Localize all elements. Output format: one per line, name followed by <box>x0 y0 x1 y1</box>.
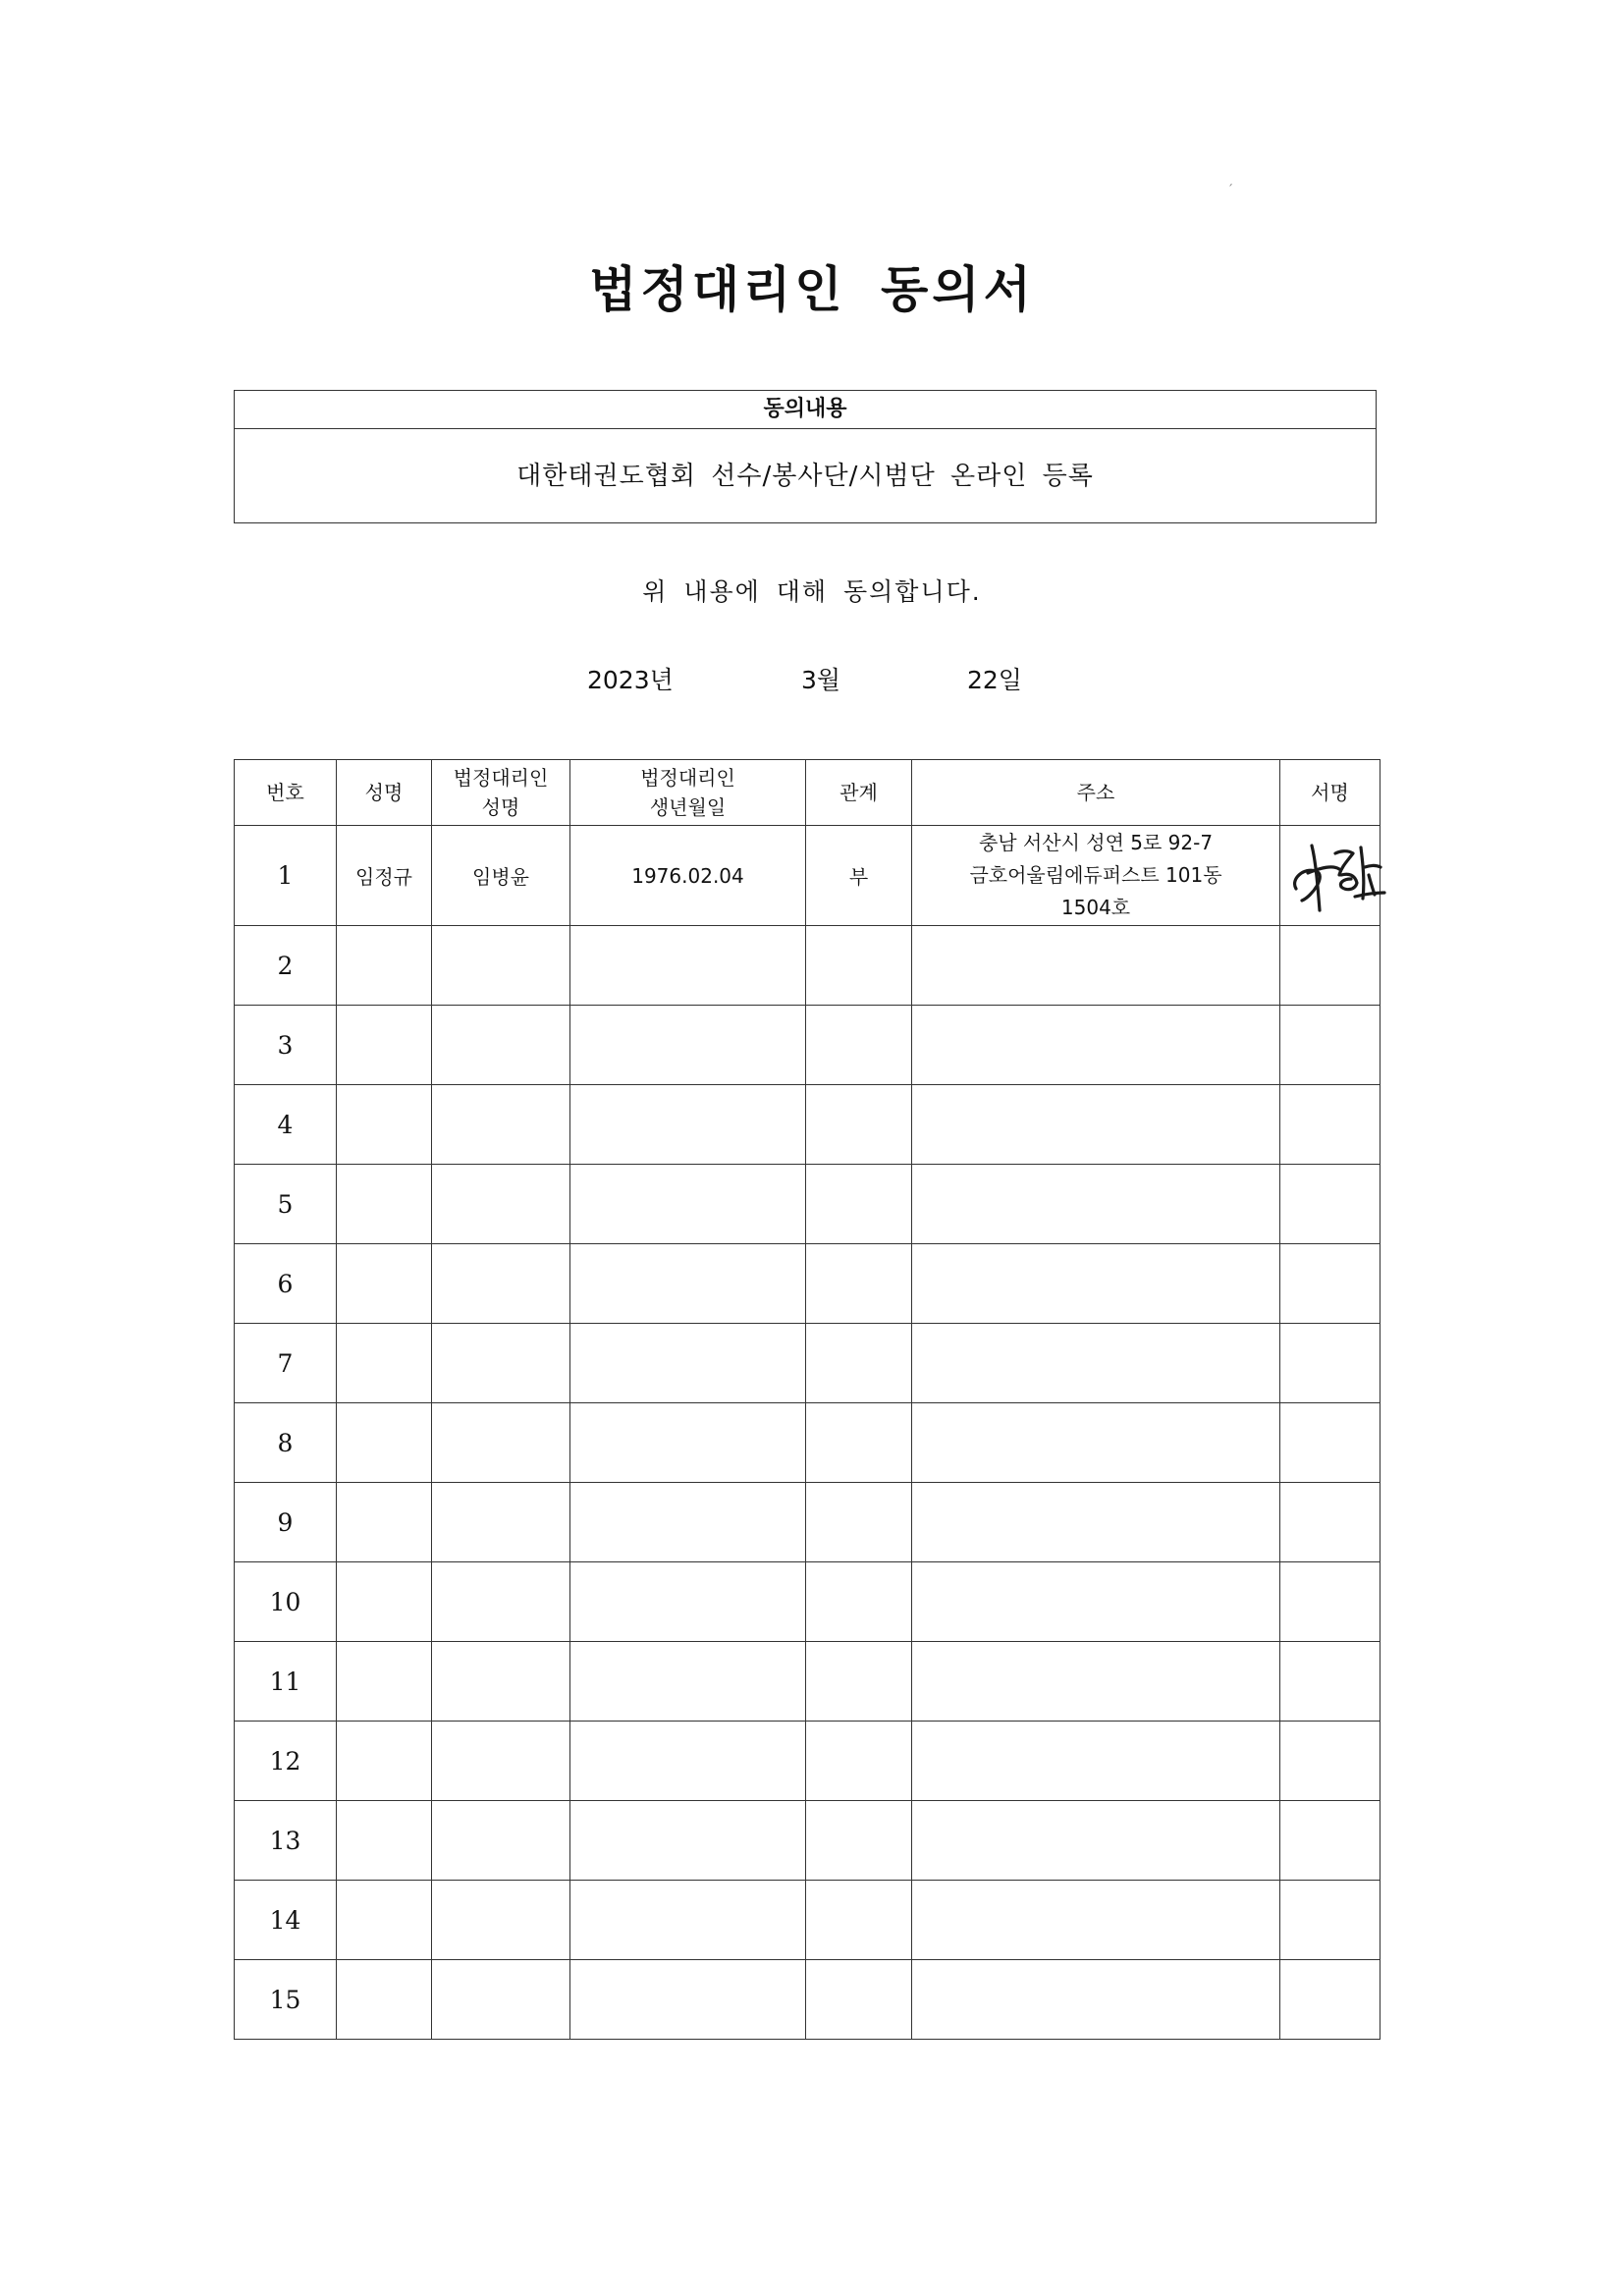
address <box>912 926 1280 1006</box>
player-name <box>337 1881 432 1960</box>
rep-name <box>432 1324 570 1403</box>
table-row <box>235 1085 1380 1165</box>
rep-name: 임병윤 <box>432 826 570 926</box>
relation <box>806 1960 912 2040</box>
player-name <box>337 1801 432 1881</box>
row-number: 5 <box>235 1165 337 1244</box>
rep-birthdate <box>570 1722 806 1801</box>
address-line2: 금호어울림에듀퍼스트 101동 <box>969 863 1222 887</box>
address <box>912 1642 1280 1722</box>
table-row <box>235 1801 1380 1881</box>
guardian-registry-table <box>234 759 1380 2040</box>
player-name <box>337 1483 432 1562</box>
row-number: 14 <box>235 1881 337 1960</box>
scan-speck: ˊ <box>1227 183 1233 196</box>
rep-birthdate <box>570 1403 806 1483</box>
player-name <box>337 1324 432 1403</box>
address <box>912 1483 1280 1562</box>
row-number: 1 <box>235 826 337 926</box>
relation <box>806 1562 912 1642</box>
signature-cell <box>1280 1801 1380 1881</box>
row-number: 8 <box>235 1403 337 1483</box>
rep-name <box>432 1085 570 1165</box>
rep-name <box>432 1881 570 1960</box>
signature-cell <box>1280 1642 1380 1722</box>
table-row <box>235 1562 1380 1642</box>
row-number: 13 <box>235 1801 337 1881</box>
table-row <box>235 1165 1380 1244</box>
rep-birthdate <box>570 1324 806 1403</box>
address-line1: 충남 서산시 성연 5로 92-7 <box>978 831 1214 854</box>
relation <box>806 926 912 1006</box>
address <box>912 1722 1280 1801</box>
header-relation: 관계 <box>806 760 912 826</box>
rep-name <box>432 1960 570 2040</box>
relation <box>806 1324 912 1403</box>
document-title: 법정대리인 동의서 <box>589 261 1035 318</box>
relation <box>806 1165 912 1244</box>
row-number: 2 <box>235 926 337 1006</box>
address <box>912 1006 1280 1085</box>
address-line3: 1504호 <box>1060 896 1131 919</box>
player-name <box>337 1960 432 2040</box>
row-number: 15 <box>235 1960 337 2040</box>
signature-cell <box>1280 826 1380 926</box>
address <box>912 1085 1280 1165</box>
player-name <box>337 1006 432 1085</box>
header-signature: 서명 <box>1280 760 1380 826</box>
table-row <box>235 1483 1380 1562</box>
relation <box>806 1881 912 1960</box>
signature-cell <box>1280 1244 1380 1324</box>
player-name <box>337 1642 432 1722</box>
table-row <box>235 1881 1380 1960</box>
relation <box>806 1801 912 1881</box>
relation <box>806 1483 912 1562</box>
player-name <box>337 1403 432 1483</box>
signature-cell <box>1280 1324 1380 1403</box>
handwritten-signature <box>1282 828 1390 921</box>
player-name <box>337 1244 432 1324</box>
date-year: 2023년 <box>587 666 674 694</box>
header-rep-birth <box>570 760 806 826</box>
table-row <box>235 1960 1380 2040</box>
relation: 부 <box>806 826 912 926</box>
row-number: 12 <box>235 1722 337 1801</box>
header-address: 주소 <box>912 760 1280 826</box>
table-row <box>235 826 1380 926</box>
address <box>912 1403 1280 1483</box>
header-number: 번호 <box>235 760 337 826</box>
address <box>912 1324 1280 1403</box>
address <box>912 1562 1280 1642</box>
rep-birthdate <box>570 1881 806 1960</box>
rep-name <box>432 1165 570 1244</box>
table-row <box>235 1006 1380 1085</box>
header-rep-name <box>432 760 570 826</box>
signature-cell <box>1280 1085 1380 1165</box>
rep-name <box>432 1562 570 1642</box>
row-number: 10 <box>235 1562 337 1642</box>
rep-birthdate <box>570 1006 806 1085</box>
address <box>912 1165 1280 1244</box>
signature-cell <box>1280 1483 1380 1562</box>
signature-cell <box>1280 1722 1380 1801</box>
rep-birthdate <box>570 1165 806 1244</box>
table-row <box>235 1244 1380 1324</box>
date-day: 22일 <box>967 666 1022 694</box>
player-name <box>337 1165 432 1244</box>
consent-header: 동의내용 <box>235 391 1376 429</box>
table-row <box>235 926 1380 1006</box>
rep-birthdate <box>570 1960 806 2040</box>
player-name <box>337 1562 432 1642</box>
relation <box>806 1006 912 1085</box>
player-name <box>337 1722 432 1801</box>
rep-birthdate <box>570 1562 806 1642</box>
relation <box>806 1244 912 1324</box>
player-name: 임정규 <box>337 826 432 926</box>
signature-cell <box>1280 1403 1380 1483</box>
relation <box>806 1403 912 1483</box>
rep-name <box>432 1006 570 1085</box>
rep-name <box>432 1403 570 1483</box>
consent-text: 대한태권도협회 선수/봉사단/시범단 온라인 등록 <box>516 462 1094 491</box>
player-name <box>337 1085 432 1165</box>
relation <box>806 1642 912 1722</box>
table-row <box>235 1642 1380 1722</box>
rep-birthdate <box>570 1642 806 1722</box>
table-row <box>235 1722 1380 1801</box>
consent-box <box>234 390 1377 523</box>
table-header-row <box>235 760 1380 826</box>
rep-birthdate: 1976.02.04 <box>570 826 806 926</box>
row-number: 6 <box>235 1244 337 1324</box>
rep-name <box>432 926 570 1006</box>
rep-name <box>432 1722 570 1801</box>
row-number: 4 <box>235 1085 337 1165</box>
address <box>912 1801 1280 1881</box>
signature-cell <box>1280 1006 1380 1085</box>
signature-cell <box>1280 1562 1380 1642</box>
signature-cell <box>1280 1881 1380 1960</box>
address <box>912 826 1280 926</box>
header-rep-birth-line2: 생년월일 <box>649 795 727 819</box>
address <box>912 1960 1280 2040</box>
rep-birthdate <box>570 1085 806 1165</box>
row-number: 7 <box>235 1324 337 1403</box>
signature-cell <box>1280 1960 1380 2040</box>
header-rep-birth-line1: 법정대리인 <box>640 766 735 790</box>
table-row <box>235 1324 1380 1403</box>
rep-birthdate <box>570 926 806 1006</box>
table-row <box>235 1403 1380 1483</box>
relation <box>806 1722 912 1801</box>
signature-cell <box>1280 1165 1380 1244</box>
player-name <box>337 926 432 1006</box>
header-rep-name-line2: 성명 <box>481 795 520 819</box>
rep-birthdate <box>570 1244 806 1324</box>
address <box>912 1244 1280 1324</box>
rep-birthdate <box>570 1483 806 1562</box>
address <box>912 1881 1280 1960</box>
signature-cell <box>1280 926 1380 1006</box>
rep-name <box>432 1483 570 1562</box>
header-rep-name-line1: 법정대리인 <box>453 766 549 790</box>
rep-birthdate <box>570 1801 806 1881</box>
row-number: 9 <box>235 1483 337 1562</box>
relation <box>806 1085 912 1165</box>
row-number: 3 <box>235 1006 337 1085</box>
rep-name <box>432 1801 570 1881</box>
header-name: 성명 <box>337 760 432 826</box>
date-month: 3월 <box>801 666 841 694</box>
rep-name <box>432 1642 570 1722</box>
row-number: 11 <box>235 1642 337 1722</box>
rep-name <box>432 1244 570 1324</box>
agreement-statement: 위 내용에 대해 동의합니다. <box>642 577 982 606</box>
